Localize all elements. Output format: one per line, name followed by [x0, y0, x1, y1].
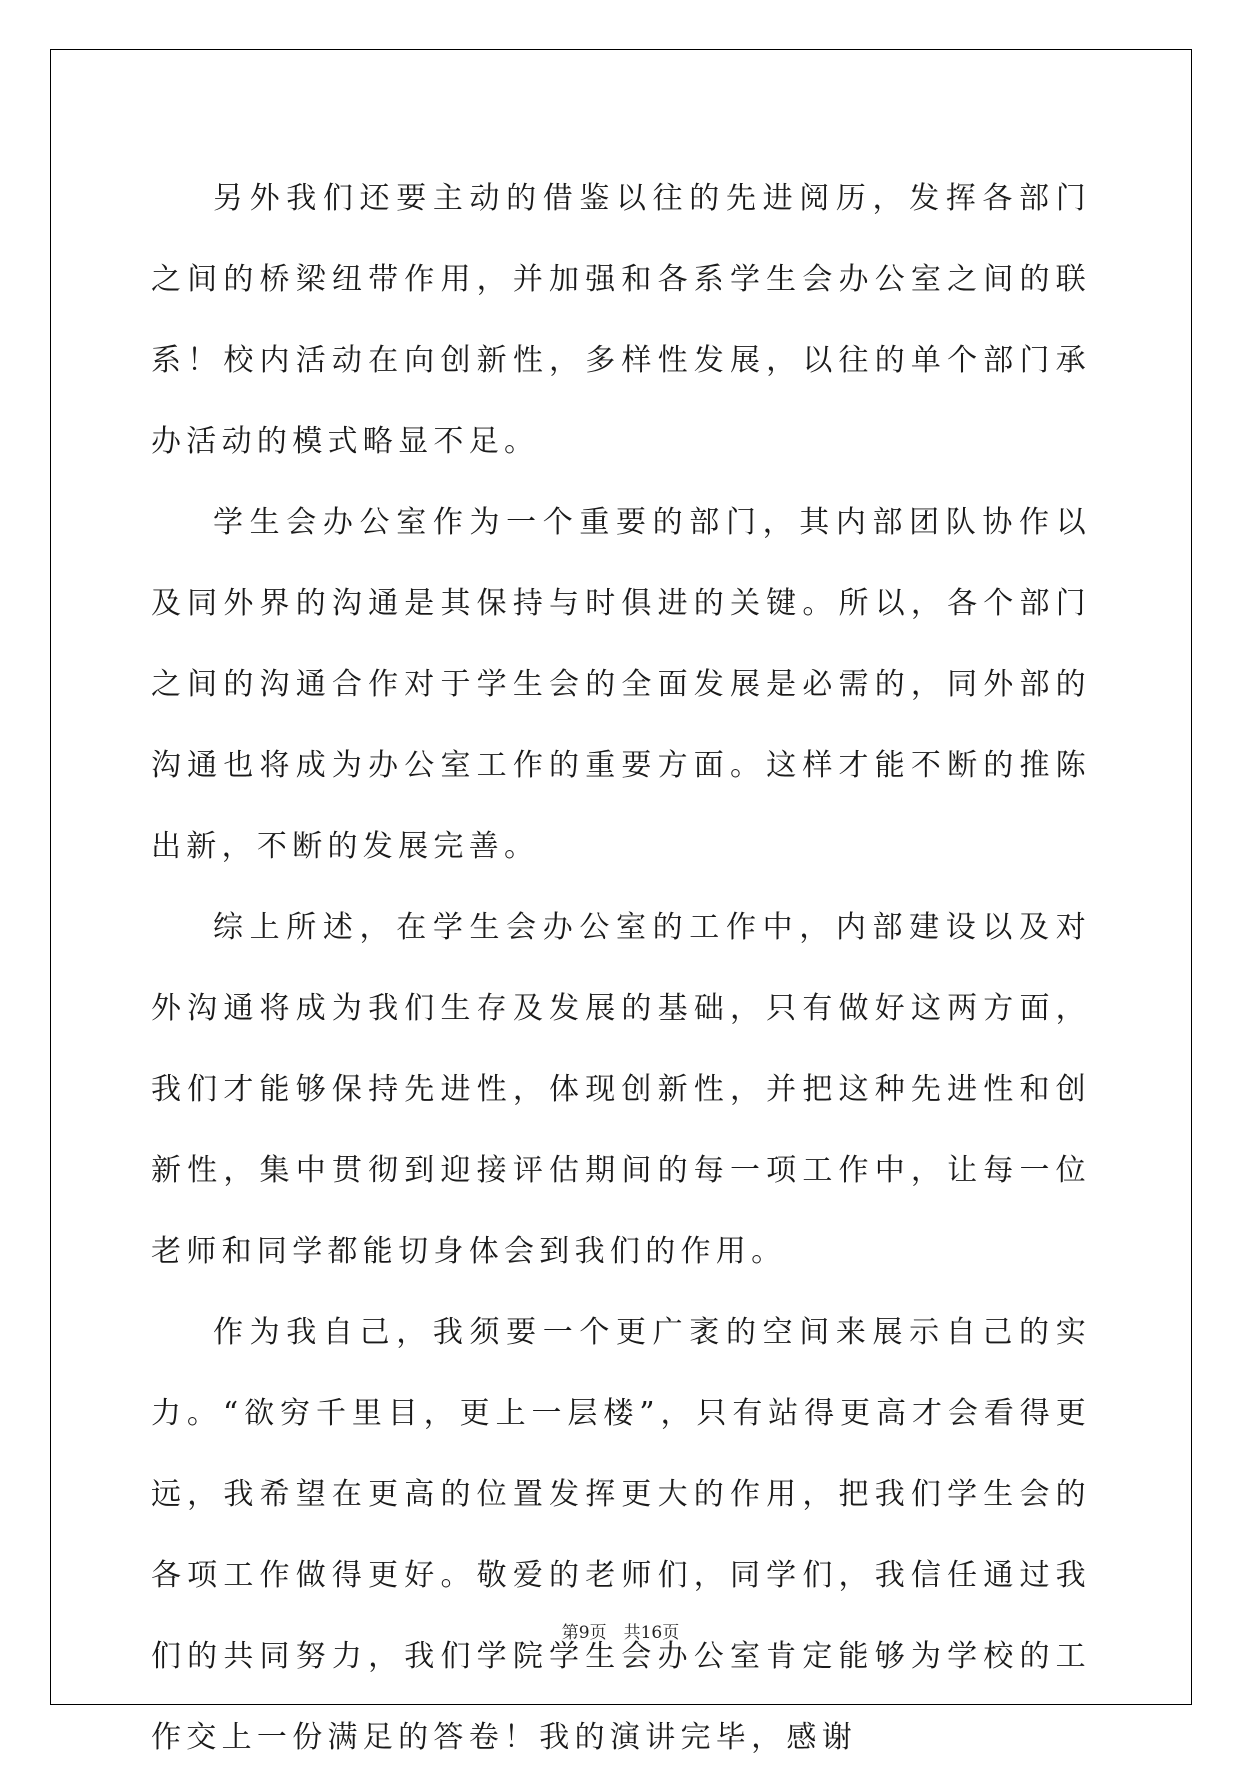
paragraph: 综上所述，在学生会办公室的工作中，内部建设以及对外沟通将成为我们生存及发展的基础，只有做好这两方面，我们才能够保持先进性，体现创新性，并把这种先进性和创新性，集中贯彻到迎接评估期间的每一项工作中，让每一位老师和同学都能切身体会到我们的作用。: [151, 910, 1091, 1269]
document-body: [151, 158, 1091, 1778]
paragraph: 学生会办公室作为一个重要的部门，其内部团队协作以及同外界的沟通是其保持与时俱进的关键。所以，各个部门之间的沟通合作对于学生会的全面发展是必需的，同外部的沟通也将成为办公室工作的重要方面。这样才能不断的推陈出新，不断的发展完善。: [151, 505, 1091, 864]
paragraph: 作为我自己，我须要一个更广袤的空间来展示自己的实力。“欲穷千里目，更上一层楼”，只有站得更高才会看得更远，我希望在更高的位置发挥更大的作用，把我们学生会的各项工作做得更好。敬爱的老师们，同学们，我信任通过我们的共同努力，我们学院学生会办公室肯定能够为学校的工作交上一份满足的答卷！我的演讲完毕，感谢: [151, 1315, 1091, 1755]
page-number-footer: 第9页 共16页: [561, 1623, 680, 1643]
paragraph: 另外我们还要主动的借鉴以往的先进阅历，发挥各部门之间的桥梁纽带作用，并加强和各系学生会办公室之间的联系！校内活动在向创新性，多样性发展，以往的单个部门承办活动的模式略显不足。: [151, 181, 1091, 459]
